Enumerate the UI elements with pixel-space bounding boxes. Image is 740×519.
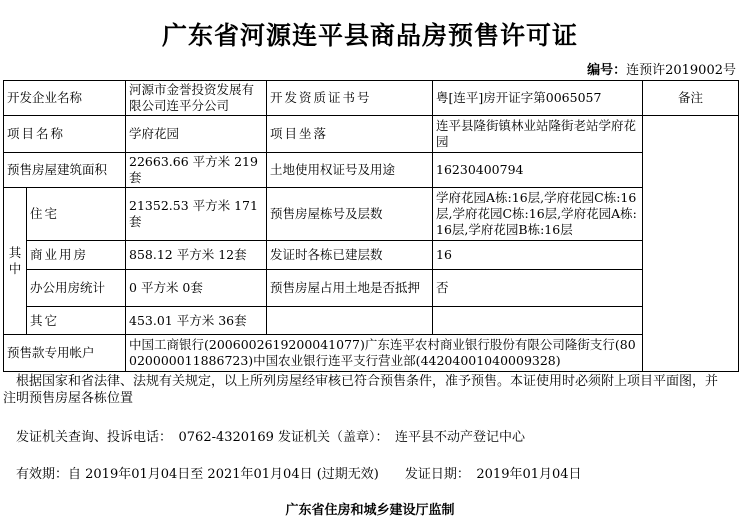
presale-area-label: 预售房屋建筑面积 (4, 153, 126, 188)
table-row (4, 188, 739, 241)
residential-value: 21352.53 平方米 171套 (126, 188, 267, 241)
project-label: 项目名称 (4, 116, 126, 153)
building-label: 预售房屋栋号及层数 (267, 188, 433, 241)
page-title: 广东省河源连平县商品房预售许可证 (161, 21, 578, 50)
document-number (587, 59, 736, 78)
commercial-value: 858.12 平方米 12套 (126, 241, 267, 270)
footer-issuer: 广东省住房和城乡建设厅监制 (285, 503, 455, 518)
table-row (4, 81, 739, 116)
land-cert-label: 土地使用权证号及用途 (267, 153, 433, 188)
commercial-label: 商业用房 (27, 241, 126, 270)
complaint-line: 发证机关查询、投诉电话： 0762-4320169 发证机关（盖章）： 连平县不动产登记中心 (16, 430, 526, 445)
floors-value: 16 (433, 241, 643, 270)
other-value: 453.01 平方米 36套 (126, 307, 267, 335)
table-row (4, 241, 739, 270)
location-label: 项目坐落 (267, 116, 433, 153)
table-row (4, 335, 739, 372)
table-row (4, 116, 739, 153)
statement: 根据国家和省法律、法规有关规定，以上所列房屋经审核已符合预售条件，准予预售。本证使用时必须附上项目平面图，并注明预售房屋各栋位置 (3, 374, 719, 406)
remark-cell (643, 116, 739, 372)
office-label: 办公用房统计 (27, 270, 126, 307)
account-value: 中国工商银行(2006002619200041077)广东连平农村商业银行股份有限公司隆街支行(80020000011886723)中国农业银行连平支行营业部(44204001040009328) (126, 335, 643, 372)
mortgage-value: 否 (433, 270, 643, 307)
document-number-label: 编号： (587, 63, 627, 78)
account-label: 预售款专用帐户 (4, 335, 126, 372)
land-cert-value: 16230400794 (433, 153, 643, 188)
mortgage-label: 预售房屋占用土地是否抵押 (267, 270, 433, 307)
presale-area-value: 22663.66 平方米 219套 (126, 153, 267, 188)
document-number-value: 连预许2019002号 (626, 63, 736, 78)
developer-value: 河源市金誉投资发展有限公司连平分公司 (126, 81, 267, 116)
permit-table (3, 80, 739, 372)
remark-label: 备注 (643, 81, 739, 116)
table-row (4, 307, 739, 335)
qualification-label: 开发资质证书号 (267, 81, 433, 116)
developer-label: 开发企业名称 (4, 81, 126, 116)
qualification-value: 粤[连平]房开证字第0065057 (433, 81, 643, 116)
other-empty-1 (267, 307, 433, 335)
among-label: 其 中 (4, 188, 27, 335)
floors-label: 发证时各栋已建层数 (267, 241, 433, 270)
validity-line: 有效期：自 2019年01月04日至 2021年01月04日 (过期无效) 发证日期： 2019年01月04日 (16, 467, 582, 482)
building-value: 学府花园A栋:16层,学府花园C栋:16层,学府花园C栋:16层,学府花园A栋:16层,学府花园B栋:16层 (433, 188, 643, 241)
residential-label: 住宅 (27, 188, 126, 241)
other-label: 其它 (27, 307, 126, 335)
table-row (4, 153, 739, 188)
table-row (4, 270, 739, 307)
office-value: 0 平方米 0套 (126, 270, 267, 307)
other-empty-2 (433, 307, 643, 335)
location-value: 连平县隆街镇林业站隆街老站学府花园 (433, 116, 643, 153)
project-value: 学府花园 (126, 116, 267, 153)
